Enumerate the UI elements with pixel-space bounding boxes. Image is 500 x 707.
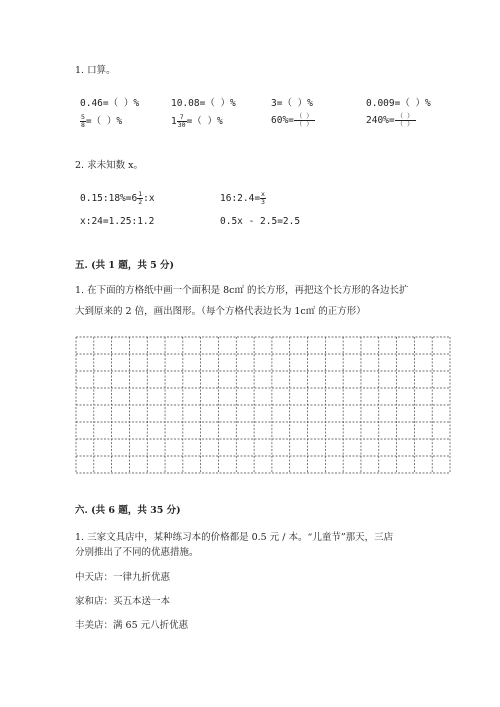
q1-row1-item1: 0.46=（ ）% <box>80 98 140 109</box>
q1-row2-item1: $\frac{5}{8}$ =（ ）% <box>81 113 123 129</box>
store-jiahe: 家和店：买五本送一本 <box>75 596 171 607</box>
q1-title: 1. 口算。 <box>75 65 116 76</box>
q1-row2-item2: 1 $\frac{7}{30}$ =（ ）% <box>171 113 223 129</box>
section6-question-line1: 1. 三家文具店中，某种练习本的价格都是 0.5 元 / 本。“儿童节”那天，三店 <box>75 532 394 543</box>
q1-row1-item2: 10.08=（ ）% <box>171 98 236 109</box>
store-zhongtian: 中天店：一律九折优惠 <box>75 572 171 583</box>
section6-question-line2: 分别推出了不同的优惠措施。 <box>75 547 199 558</box>
section6-heading: 六. (共 6 题，共 35 分) <box>75 505 181 516</box>
q2-equation-3: x:24=1.25:1.2 <box>80 216 155 227</box>
q1-row1-item4: 0.009=（ ）% <box>366 98 431 109</box>
q1-row1-item3: 3=（ ）% <box>271 98 313 109</box>
store-fengmei: 丰美店：满 65 元八折优惠 <box>75 620 189 631</box>
q2-title: 2. 求未知数 x。 <box>75 160 143 171</box>
q1-row2-item3: 60%= $\frac{( )}{( )}$ <box>271 112 313 128</box>
grid-paper[interactable] <box>75 336 451 474</box>
q2-equation-4: 0.5x - 2.5=2.5 <box>220 216 301 227</box>
section5-question-line2: 大到原来的 2 倍，画出图形。（每个方格代表边长为 1c㎡ 的正方形） <box>75 306 366 317</box>
q2-equation-1: 0.15:18%=6 $\frac{1}{2}$ :x <box>80 190 155 206</box>
section5-question-line1: 1. 在下面的方格纸中画一个面积是 8c㎡ 的长方形，再把这个长方形的各边长扩 <box>75 285 409 296</box>
q2-equation-2: 16:2.4= $\frac{x}{3}$ <box>220 190 265 206</box>
section5-heading: 五. (共 1 题，共 5 分) <box>75 260 175 271</box>
q1-row2-item4: 240%= $\frac{( )}{( )}$ <box>366 112 414 128</box>
